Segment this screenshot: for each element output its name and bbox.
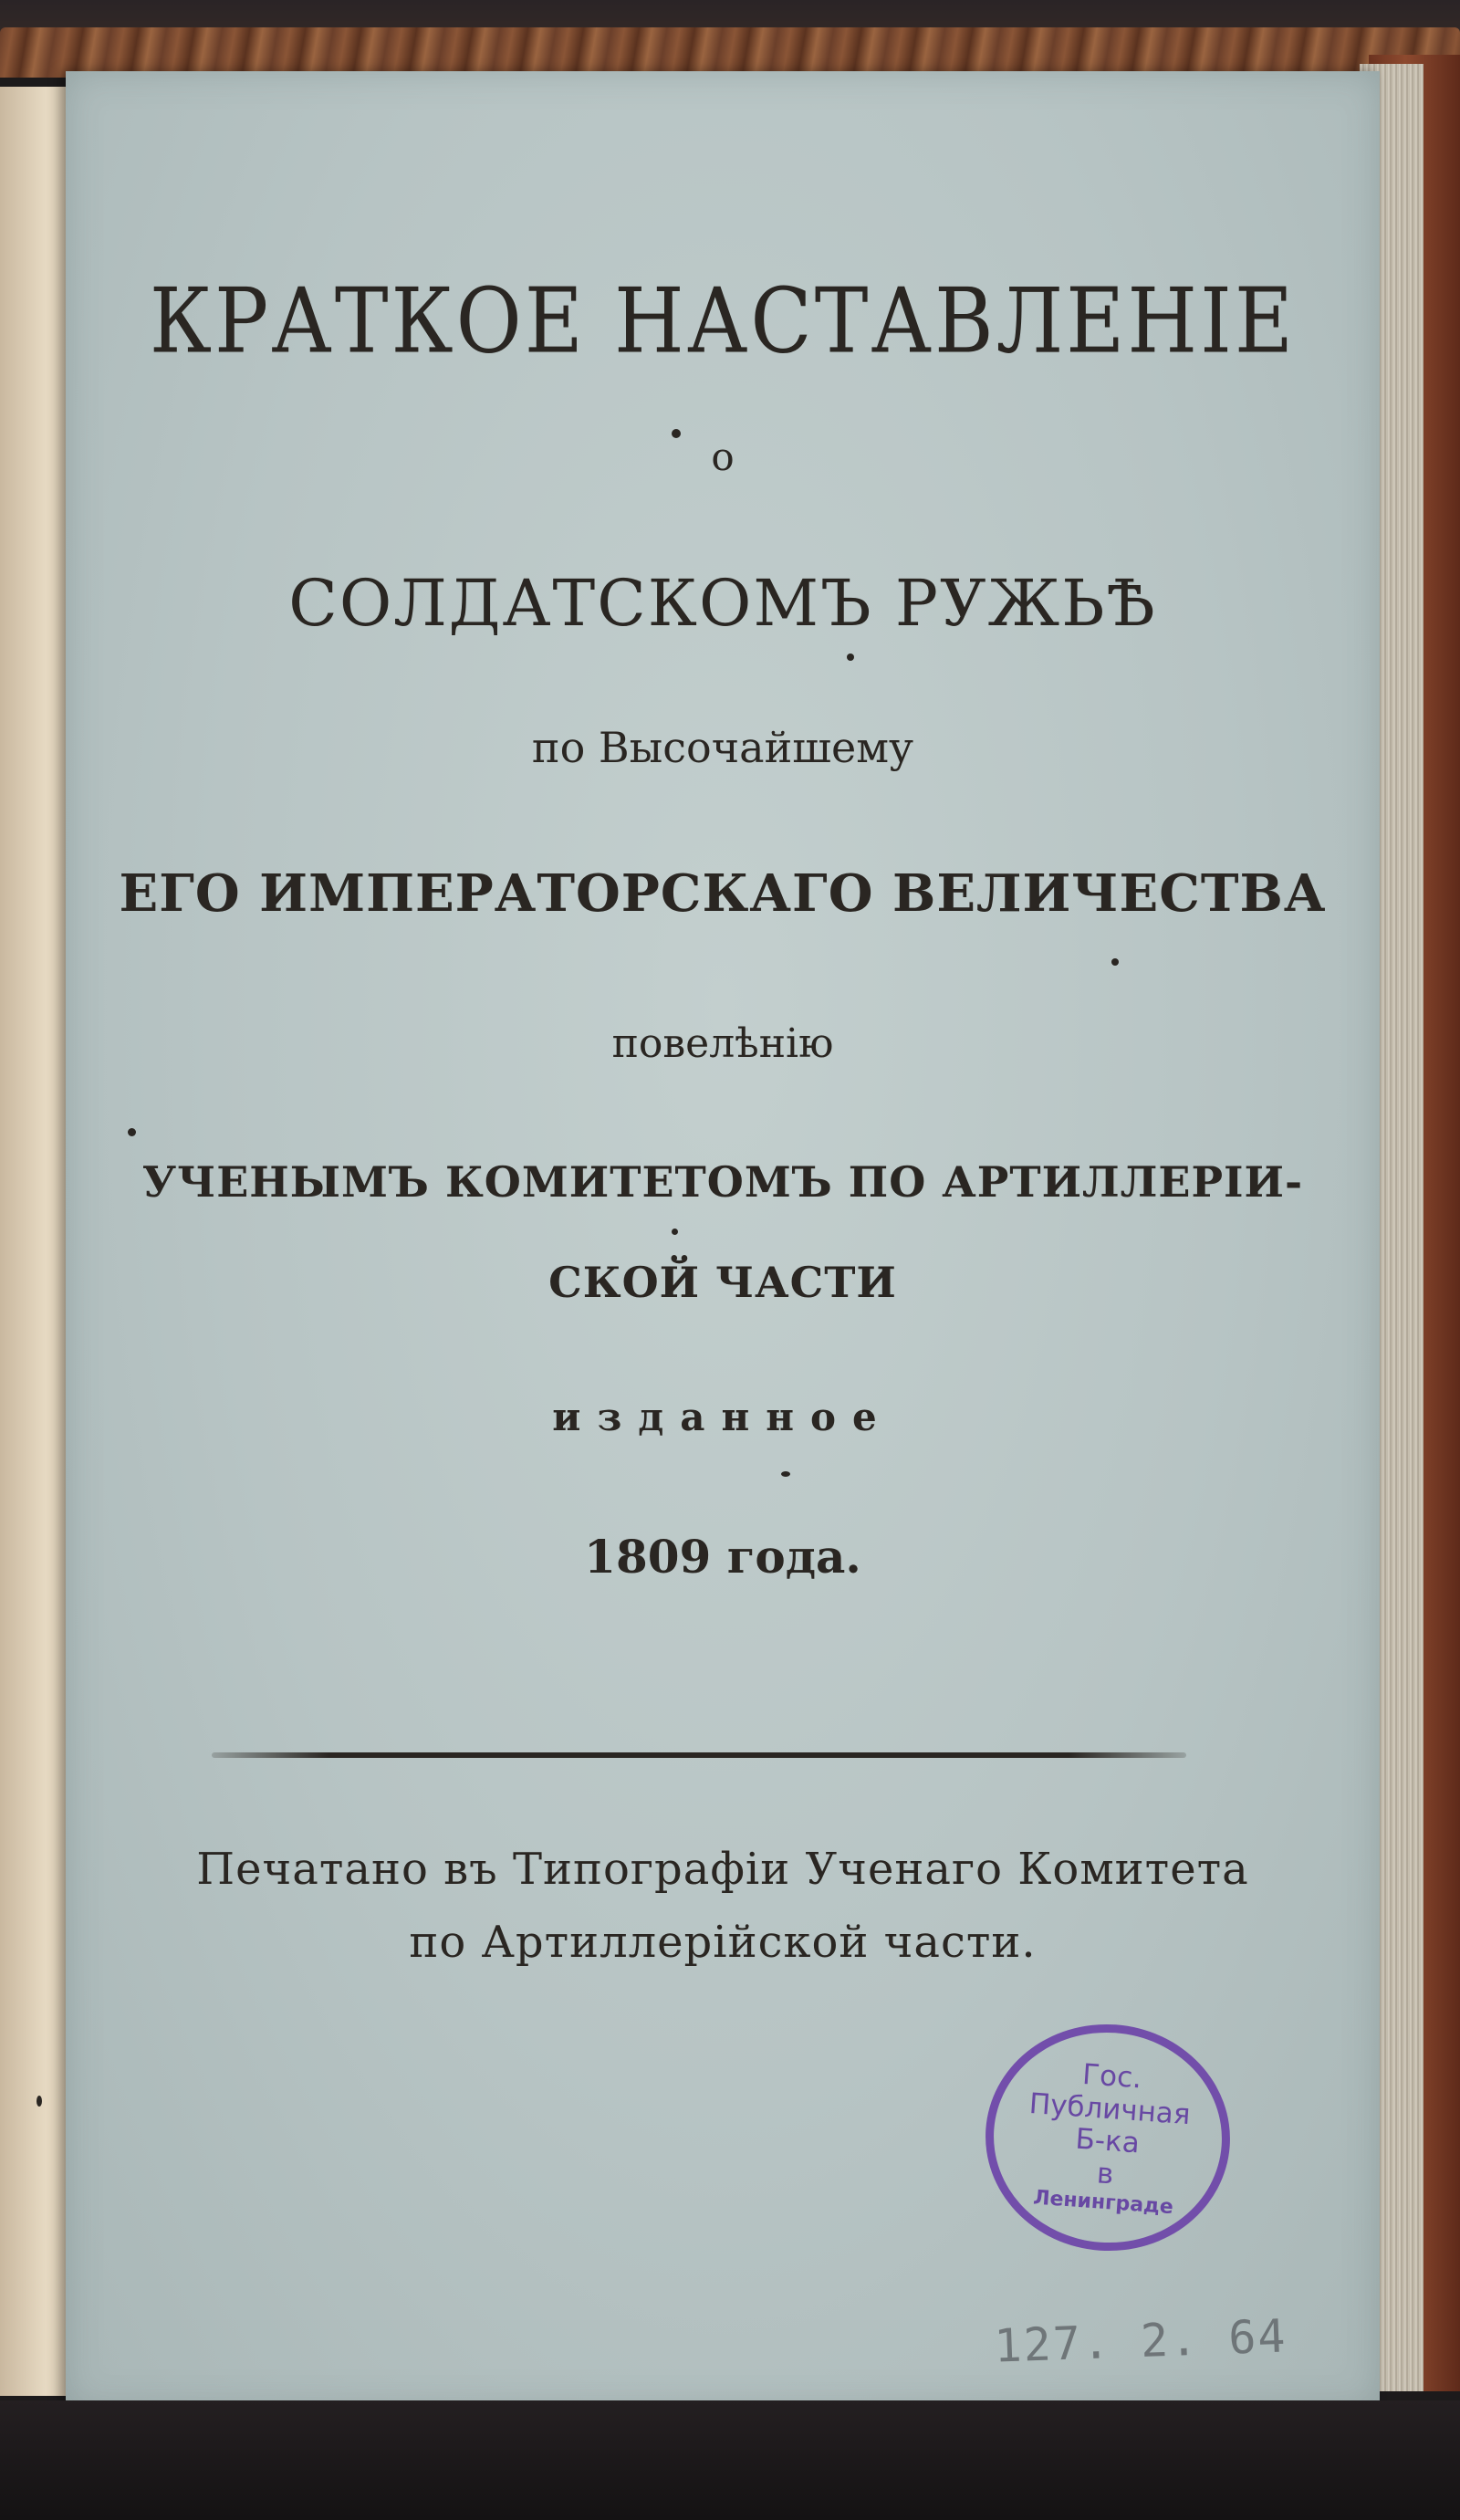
imprint-line-2: по Артиллерійской части. bbox=[409, 1917, 1037, 1968]
title-conjunction: о bbox=[711, 434, 735, 479]
published-line: изданное bbox=[552, 1395, 893, 1439]
book-subject: СОЛДАТСКОМЪ РУЖЬѢ bbox=[288, 566, 1157, 641]
ink-speck bbox=[128, 1128, 136, 1136]
command-line: повелѣнію bbox=[611, 1020, 834, 1067]
scan-background-bottom bbox=[0, 2400, 1460, 2520]
ink-speck bbox=[672, 1229, 678, 1235]
publication-year: 1809 года. bbox=[584, 1530, 861, 1584]
by-order-line: по Высочайшему bbox=[531, 723, 914, 772]
stamp-line-5: Ленинграде bbox=[1032, 2186, 1174, 2219]
ink-speck bbox=[36, 2096, 42, 2107]
imprint-line-1: Печатано въ Типографіи Ученаго Комитета bbox=[196, 1844, 1249, 1895]
horizontal-rule bbox=[212, 1752, 1186, 1758]
stamp-line-1: Гос. bbox=[1081, 2058, 1143, 2096]
stamp-line-4: в bbox=[1095, 2157, 1115, 2191]
committee-line-1: УЧЕНЫМЪ КОМИТЕТОМЪ ПО АРТИЛЛЕРІИ- bbox=[141, 1157, 1304, 1207]
book-cover-top-edge bbox=[0, 27, 1460, 78]
ink-speck bbox=[781, 1471, 790, 1477]
ink-speck bbox=[1111, 958, 1119, 966]
book-title: КРАТКОЕ НАСТАВЛЕНІЕ bbox=[149, 267, 1297, 374]
shelfmark: 127. 2. 64 bbox=[993, 2309, 1288, 2373]
stamp-line-2: Публичная bbox=[1027, 2086, 1192, 2131]
committee-line-2: СКОЙ ЧАСТИ bbox=[548, 1258, 897, 1307]
ink-speck bbox=[672, 429, 681, 438]
ink-speck bbox=[847, 654, 854, 661]
majesty-line: ЕГО ИМПЕРАТОРСКАГО ВЕЛИЧЕСТВА bbox=[119, 863, 1327, 924]
stamp-line-3: Б-ка bbox=[1074, 2122, 1141, 2160]
